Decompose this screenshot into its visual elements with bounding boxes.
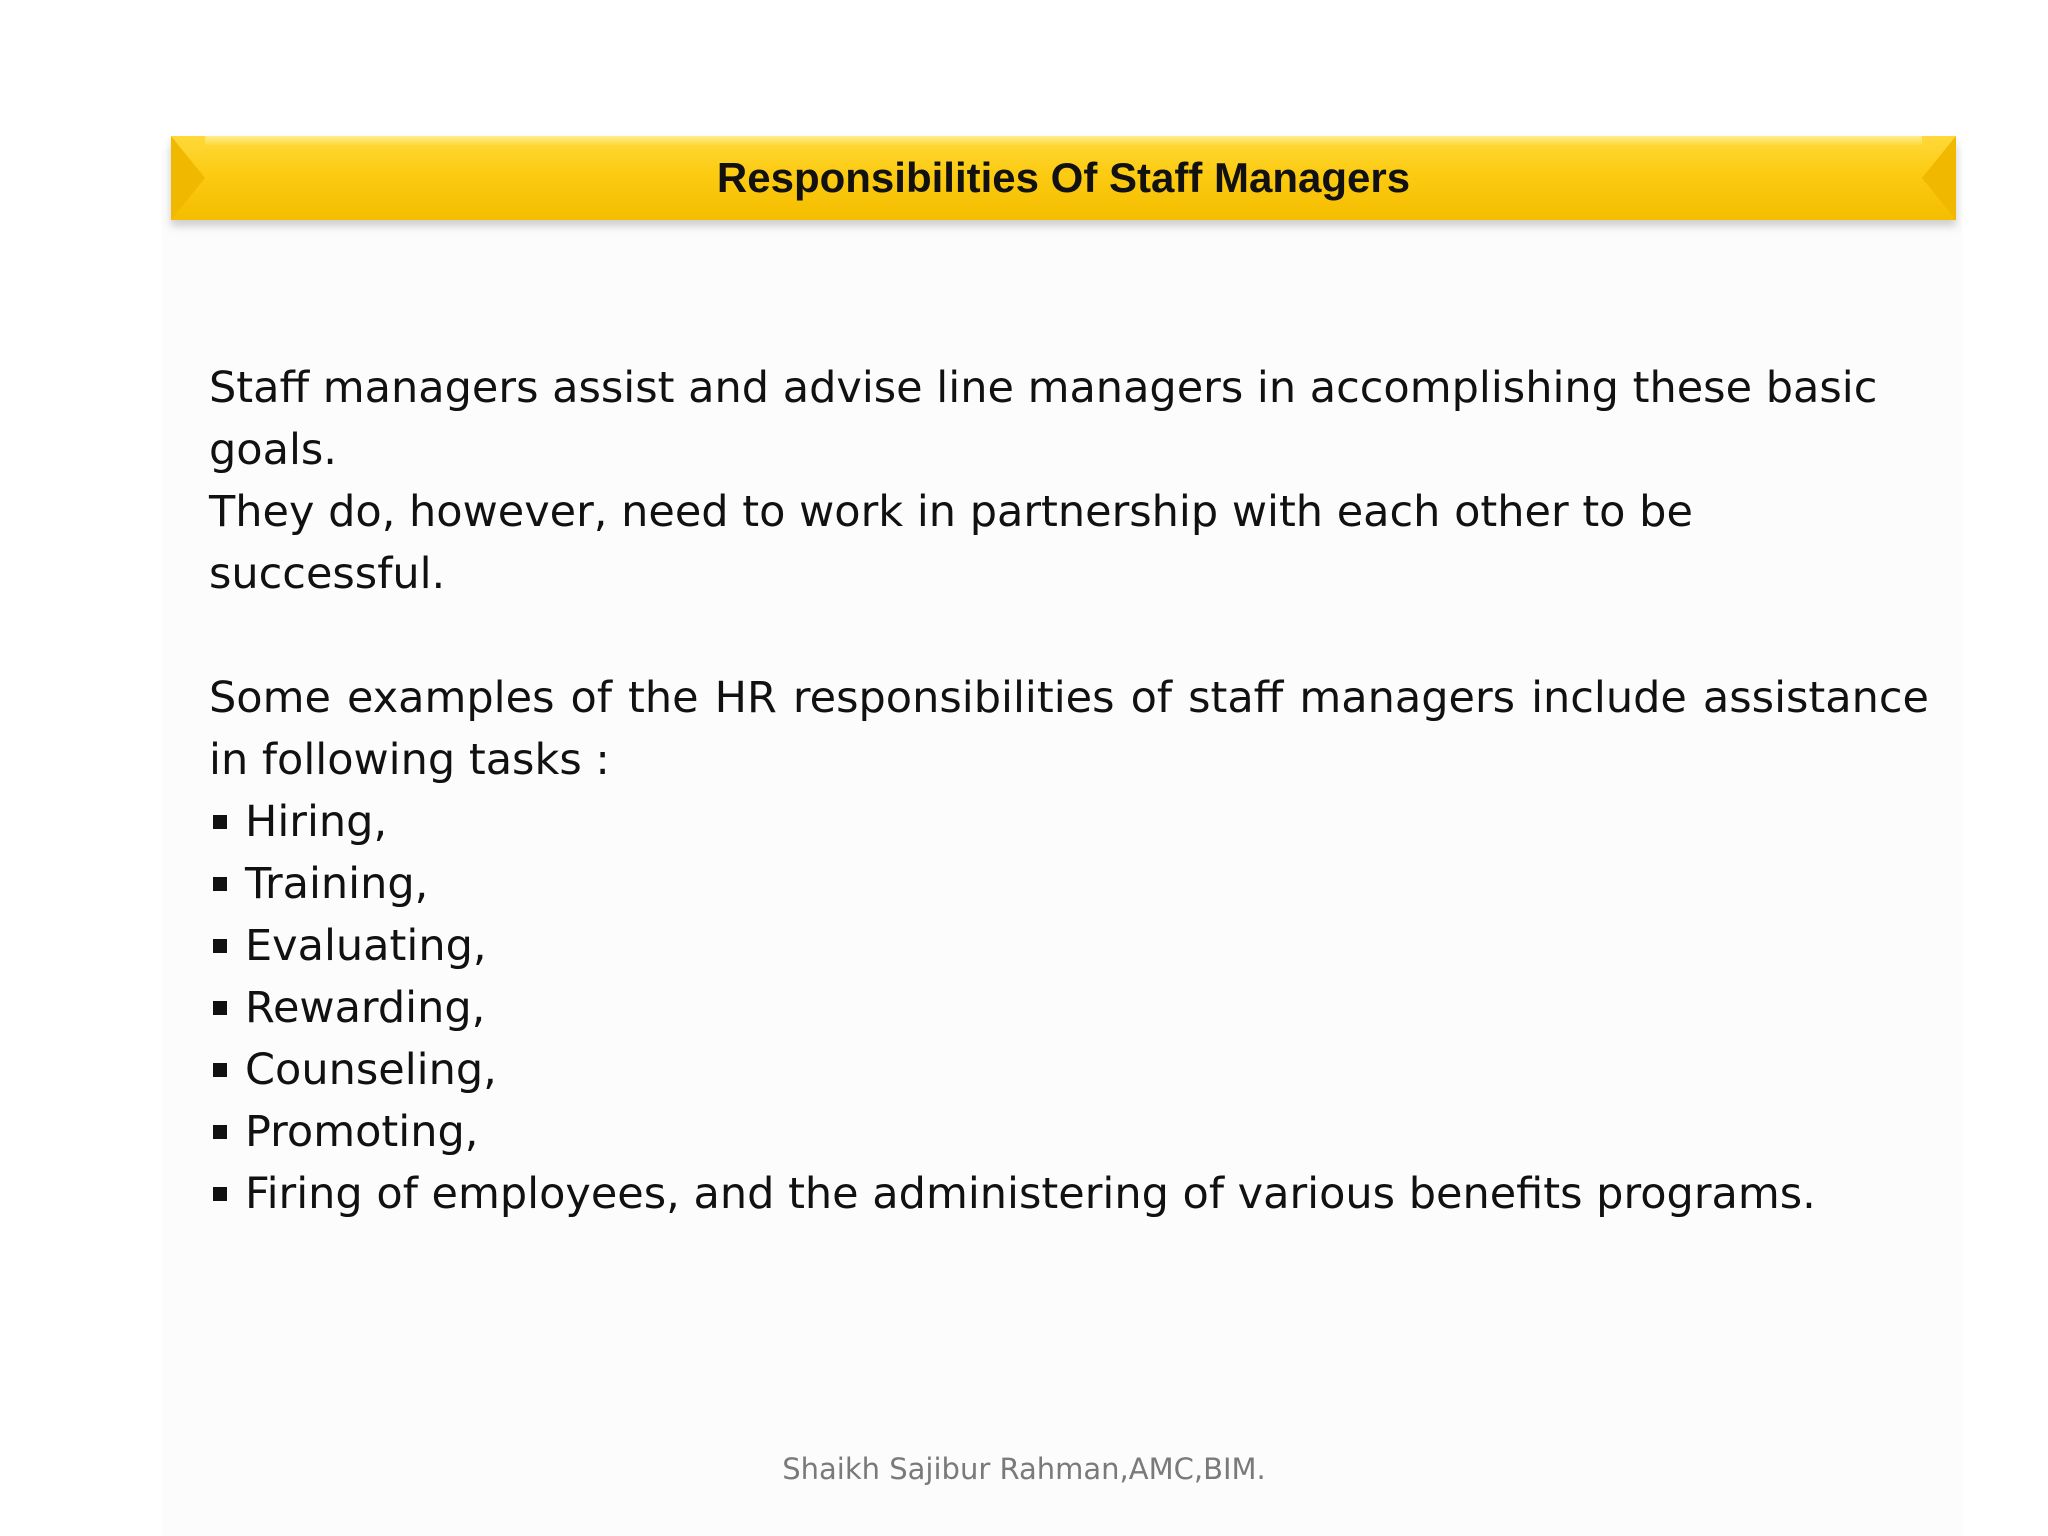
square-bullet-icon xyxy=(213,877,227,891)
task-label: Hiring, xyxy=(245,797,388,847)
task-label: Training, xyxy=(245,859,429,909)
intro-line-2: They do, however, need to work in partnership with each other to be successful. xyxy=(209,487,1693,599)
list-item xyxy=(209,853,1929,915)
square-bullet-icon xyxy=(213,815,227,829)
task-label: Promoting, xyxy=(245,1107,479,1157)
task-label: Evaluating, xyxy=(245,921,487,971)
slide-body xyxy=(209,357,1929,1225)
square-bullet-icon xyxy=(213,1187,227,1201)
slide-title: Responsibilities Of Staff Managers xyxy=(716,154,1411,201)
title-banner xyxy=(171,136,1956,220)
square-bullet-icon xyxy=(213,1001,227,1015)
list-item xyxy=(209,1163,1929,1225)
list-item xyxy=(209,1039,1929,1101)
intro-line-1: Staff managers assist and advise line managers in accomplishing these basic goals. xyxy=(209,363,1878,475)
list-item xyxy=(209,1101,1929,1163)
slide-footer: Shaikh Sajibur Rahman,AMC,BIM. xyxy=(782,1452,1266,1486)
task-label: Rewarding, xyxy=(245,983,486,1033)
task-label: Firing of employees, and the administering of various benefits programs. xyxy=(245,1169,1816,1219)
list-item xyxy=(209,791,1929,853)
task-label: Counseling, xyxy=(245,1045,497,1095)
examples-paragraph: Some examples of the HR responsibilities of staff managers include assistance in following tasks : xyxy=(209,673,1929,785)
square-bullet-icon xyxy=(213,1125,227,1139)
square-bullet-icon xyxy=(213,939,227,953)
list-item xyxy=(209,977,1929,1039)
task-list xyxy=(209,791,1929,1225)
list-item xyxy=(209,915,1929,977)
square-bullet-icon xyxy=(213,1063,227,1077)
